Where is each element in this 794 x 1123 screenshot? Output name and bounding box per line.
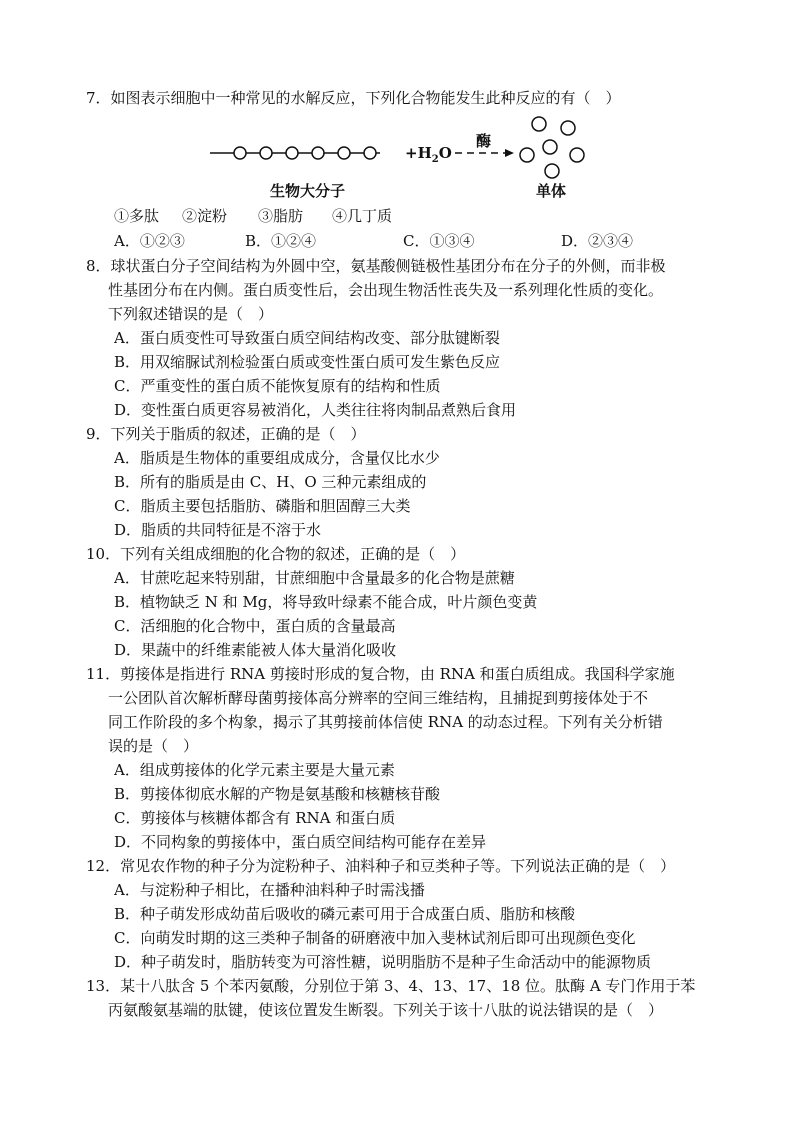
monomer-circle xyxy=(312,147,324,159)
q11-option: B．剪接体彻底水解的产物是氨基酸和核糖核苷酸 xyxy=(114,785,441,803)
q11-stem-line: 11．剪接体是指进行 RNA 剪接时形成的复合物，由 RNA 和蛋白质组成。我国科学家施 xyxy=(86,665,675,683)
q10-stem: 10．下列有关组成细胞的化合物的叙述，正确的是（ ） xyxy=(86,545,466,563)
q12-option: C．向萌发时期的这三类种子制备的研磨液中加入斐林试剂后即可出现颜色变化 xyxy=(114,929,636,947)
q9-stem: 9．下列关于脂质的叙述，正确的是（ ） xyxy=(86,425,366,443)
q13-stem-line: 丙氨酸氨基端的肽键，使该位置发生断裂。下列关于该十八肽的说法错误的是（ ） xyxy=(108,1001,664,1019)
free-monomer-circle xyxy=(545,164,559,178)
q11-stem-line: 误的是（ ） xyxy=(108,737,199,755)
q11-option: C．剪接体与核糖体都含有 RNA 和蛋白质 xyxy=(114,809,396,827)
monomer-label: 单体 xyxy=(536,182,567,200)
q8-stem-line: 下列叙述错误的是（ ） xyxy=(108,305,274,323)
q13-stem-line: 13．某十八肽含 5 个苯丙氨酸，分别位于第 3、4、13、17、18 位。肽酶 A 专门作用于苯 xyxy=(86,977,696,995)
q7-item: ③脂肪 xyxy=(258,207,304,225)
monomer-circle xyxy=(364,147,376,159)
q10-option: D．果蔬中的纤维素能被人体大量消化吸收 xyxy=(114,641,397,659)
q10-option: A．甘蔗吃起来特别甜，甘蔗细胞中含量最多的化合物是蔗糖 xyxy=(114,569,515,587)
q8-stem-line: 性基团分布在内侧。蛋白质变性后，会出现生物活性丧失及一系列理化性质的变化。 xyxy=(108,281,664,299)
q11-option: D．不同构象的剪接体中，蛋白质空间结构可能存在差异 xyxy=(114,833,487,851)
q10-option: B．植物缺乏 N 和 Mg，将导致叶绿素不能合成，叶片颜色变黄 xyxy=(114,593,538,611)
q7-stem: 7．如图表示细胞中一种常见的水解反应，下列化合物能发生此种反应的有（ ） xyxy=(86,89,621,107)
q10-option: C．活细胞的化合物中，蛋白质的含量最高 xyxy=(114,617,396,635)
free-monomer-circle xyxy=(543,140,557,154)
q7-item: ④几丁质 xyxy=(332,207,393,225)
q9-option: A．脂质是生物体的重要组成成分，含量仅比水少 xyxy=(114,449,440,467)
q9-option: D．脂质的共同特征是不溶于水 xyxy=(114,521,322,539)
water-term: $+H_2O$ xyxy=(405,144,452,165)
hydrolysis-diagram xyxy=(200,108,600,208)
q12-option: B．种子萌发形成幼苗后吸收的磷元素可用于合成蛋白质、脂肪和核酸 xyxy=(114,905,576,923)
free-monomer-circle xyxy=(532,117,546,131)
enzyme-label: 酶 xyxy=(476,132,492,150)
q9-option: B．所有的脂质是由 C、H、O 三种元素组成的 xyxy=(114,473,427,491)
q12-option: A．与淀粉种子相比，在播种油料种子时需浅播 xyxy=(114,881,425,899)
q8-option: D．变性蛋白质更容易被消化，人类往往将肉制品煮熟后食用 xyxy=(114,401,517,419)
macromolecule-label: 生物大分子 xyxy=(270,182,346,200)
arrow-head-icon xyxy=(505,149,514,157)
q7-item: ①多肽 xyxy=(114,207,160,225)
q9-option: C．脂质主要包括脂肪、磷脂和胆固醇三大类 xyxy=(114,497,411,515)
q12-option: D．种子萌发时，脂肪转变为可溶性糖，说明脂肪不是种子生命活动中的能源物质 xyxy=(114,953,652,971)
q11-stem-line: 一公团队首次解析酵母菌剪接体高分辨率的空间三维结构，且捕捉到剪接体处于不 xyxy=(108,689,649,707)
monomer-circle xyxy=(338,147,350,159)
q8-option: B．用双缩脲试剂检验蛋白质或变性蛋白质可发生紫色反应 xyxy=(114,353,501,371)
q8-stem-line: 8．球状蛋白分子空间结构为外圆中空，氨基酸侧链极性基团分布在分子的外侧，而非极 xyxy=(86,257,666,275)
q8-option: A．蛋白质变性可导致蛋白质空间结构改变、部分肽键断裂 xyxy=(114,329,500,347)
free-monomer-circle xyxy=(520,148,534,162)
monomer-circle xyxy=(286,147,298,159)
q7-option: C．①③④ xyxy=(403,232,475,250)
q7-item: ②淀粉 xyxy=(182,207,228,225)
q7-option: D．②③④ xyxy=(561,232,634,250)
q8-option: C．严重变性的蛋白质不能恢复原有的结构和性质 xyxy=(114,377,441,395)
monomer-circle xyxy=(260,147,272,159)
free-monomer-circle xyxy=(570,148,584,162)
free-monomer-circle xyxy=(561,121,575,135)
q11-stem-line: 同工作阶段的多个构象，揭示了其剪接前体信使 RNA 的动态过程。下列有关分析错 xyxy=(108,713,663,731)
q7-option: A．①②③ xyxy=(114,232,185,250)
q11-option: A．组成剪接体的化学元素主要是大量元素 xyxy=(114,761,395,779)
monomer-circle xyxy=(234,147,246,159)
q12-stem: 12．常见农作物的种子分为淀粉种子、油料种子和豆类种子等。下列说法正确的是（ ） xyxy=(86,857,676,875)
q7-option: B．①②④ xyxy=(245,232,317,250)
